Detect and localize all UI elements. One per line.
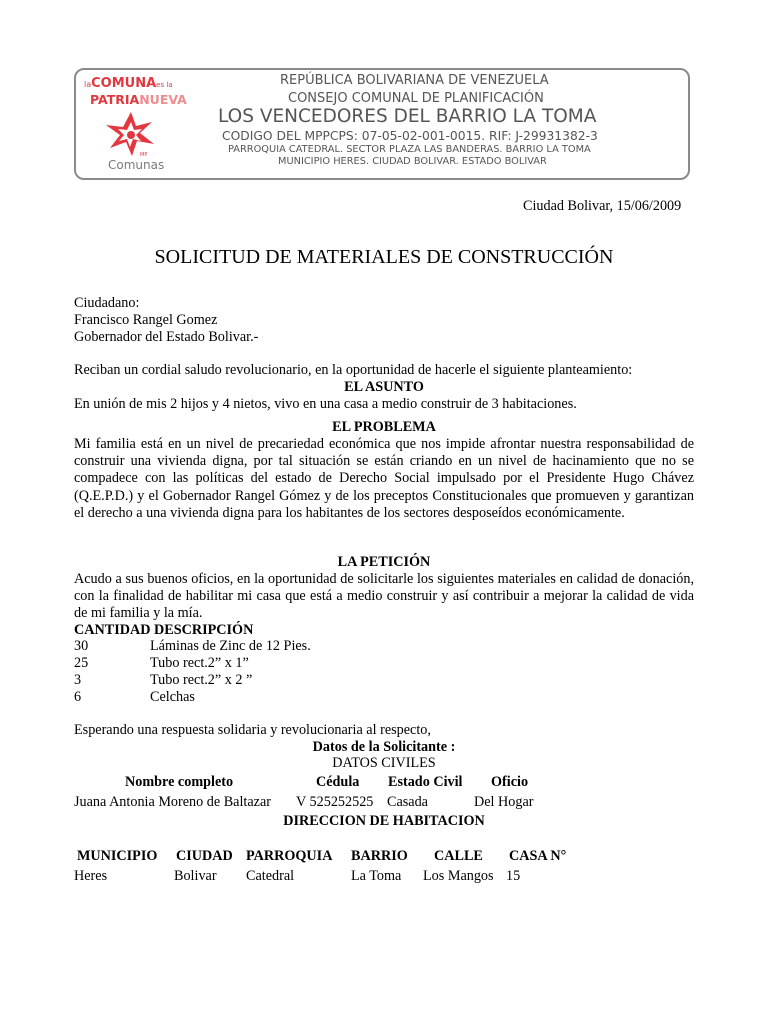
value-parroquia: Catedral [246,868,295,884]
value-ciudad: Bolivar [174,868,217,884]
value-barrio: La Toma [351,868,402,884]
col-header-name: Nombre completo [125,774,234,790]
asunto-text: En unión de mis 2 hijos y 4 nietos, vivo en una casa a medio construir de 3 habitaciones. [74,396,577,412]
value-oficio: Del Hogar [474,794,534,810]
value-calle: Los Mangos [423,868,494,884]
date-line: Ciudad Bolivar, 15/06/2009 [523,198,682,214]
letterhead-municipality: MUNICIPIO HERES. CIUDAD BOLIVAR. ESTADO BOLIVAR [278,156,547,167]
material-qty: 25 [74,655,89,671]
col-header-oficio: Oficio [491,774,529,790]
closing-text: Esperando una respuesta solidaria y revolucionaria al respecto, [74,722,431,738]
letterhead-republic: REPÚBLICA BOLIVARIANA DE VENEZUELA [280,73,549,88]
peticion-paragraph: Acudo a sus buenos oficios, en la oportunidad de solicitarle los siguientes materiales en calidad de donación, con la finalidad de habilitar mi casa que está a medio construir y así contribuir a mejorar la calidad de vida de mi familia y la mía. [74,571,694,622]
material-desc: Tubo rect.2” x 2 ” [150,672,253,688]
star-emblem-icon [96,108,166,160]
value-casa: 15 [506,868,521,884]
peticion-heading: LA PETICIÓN [337,554,431,570]
logo-text-2: PATRIANUEVA [90,92,187,107]
datos-civiles-heading: DATOS CIVILES [332,755,436,771]
col-header-calle: CALLE [434,848,483,864]
addressee-title: Gobernador del Estado Bolivar.- [74,329,259,345]
addressee-name: Francisco Rangel Gomez [74,312,218,328]
value-name: Juana Antonia Moreno de Baltazar [74,794,271,810]
col-header-barrio: BARRIO [351,848,408,864]
problema-paragraph: Mi familia está en un nivel de precariedad económica que nos impide afrontar nuestra responsabilidad de construir una vivienda digna, por tal situación se están criando en un nivel de hacinamiento que no se compadece con las políticas del estado de Derecho Social impulsado por el Presidente Hugo Chávez (Q.E.P.D.) y el Gobernador Rangel Gómez y de los preceptos Constitucionales que promueven y garantizan el derecho a una vivienda digna para los habitantes de los sectores desposeídos económicamente. [74,436,694,521]
greeting-text: Reciban un cordial saludo revolucionario, en la oportunidad de hacerle el siguiente planteamiento: [74,362,633,378]
letterhead-parish: PARROQUIA CATEDRAL. SECTOR PLAZA LAS BANDERAS. BARRIO LA TOMA [228,144,591,155]
letterhead-council: CONSEJO COMUNAL DE PLANIFICACIÓN [288,91,544,106]
material-desc: Tubo rect.2” x 1” [150,655,249,671]
materials-header: CANTIDAD DESCRIPCIÓN [74,622,254,638]
logo-mp-text: MP [140,152,148,158]
direccion-heading: DIRECCION DE HABITACION [283,813,485,829]
solicitante-heading: Datos de la Solicitante : [312,739,456,755]
material-desc: Celchas [150,689,195,705]
value-cedula: V 525252525 [296,794,374,810]
col-header-civil: Estado Civil [388,774,463,790]
problema-heading: EL PROBLEMA [332,419,436,435]
letterhead-community-name: LOS VENCEDORES DEL BARRIO LA TOMA [218,106,597,127]
document-title: SOLICITUD DE MATERIALES DE CONSTRUCCIÓN [154,246,614,268]
logo-comunas-text: Comunas [108,158,165,172]
col-header-cedula: Cédula [316,774,360,790]
comunas-logo [82,74,218,176]
col-header-parroquia: PARROQUIA [246,848,333,864]
material-qty: 3 [74,672,82,688]
material-qty: 30 [74,638,89,654]
material-qty: 6 [74,689,82,705]
material-desc: Láminas de Zinc de 12 Pies. [150,638,311,654]
value-civil: Casada [387,794,428,810]
addressee-salutation: Ciudadano: [74,295,140,311]
value-municipio: Heres [74,868,108,884]
col-header-municipio: MUNICIPIO [77,848,158,864]
logo-text-1: laCOMUNAes la [84,76,173,91]
letterhead-code-rif: CODIGO DEL MPPCPS: 07-05-02-001-0015. RIF: J-29931382-3 [222,129,598,143]
col-header-ciudad: CIUDAD [176,848,233,864]
asunto-heading: EL ASUNTO [344,379,424,395]
col-header-casa: CASA N° [509,848,567,864]
